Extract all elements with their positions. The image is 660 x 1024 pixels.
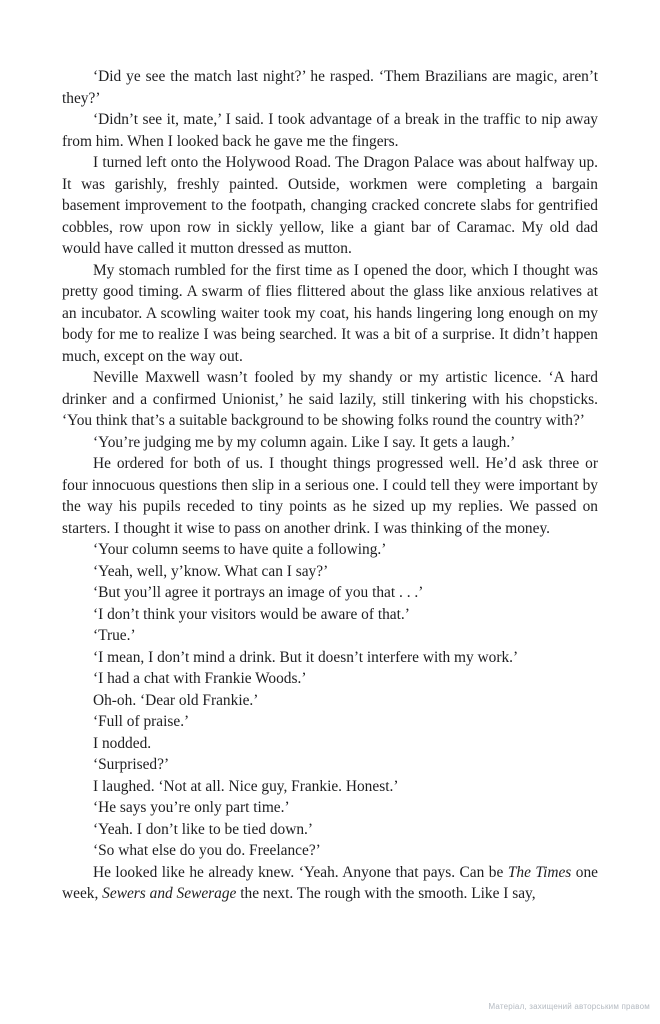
text-run: ‘Full of praise.’ [93,713,190,730]
text-run: My stomach rumbled for the first time as I opened the door, which I thought was pretty good timing. A swarm of flies flittered about the glass like anxious relatives at an incubator. A scowling waiter took my coat, his hands lingering long enough on my body for me to realize I was being searched. It was a bit of a surprise. It didn’t happen much, except on the way out. [62,261,598,365]
text-run: ‘So what else do you do. Freelance?’ [93,842,321,859]
text-run: ‘Did ye see the match last night?’ he rasped. ‘Them Brazilians are magic, aren’t they?’ [62,68,598,107]
paragraph [62,260,598,368]
text-run: ‘But you’ll agree it portrays an image of you that . . .’ [93,584,424,601]
text-run: ‘I had a chat with Frankie Woods.’ [93,670,307,687]
text-run: Neville Maxwell wasn’t fooled by my shandy or my artistic licence. ‘A hard drinker and a confirmed Unionist,’ he said lazily, still tinkering with his chopsticks. ‘You think that’s a suitable background to be showing folks round the country with?’ [62,369,598,429]
text-run: ‘I don’t think your visitors would be aware of that.’ [93,605,410,623]
paragraph [62,819,598,841]
paragraph [62,66,598,109]
text-run: ‘You’re judging me by my column again. Like I say. It gets a laugh.’ [93,433,516,451]
text-run: He ordered for both of us. I thought things progressed well. He’d ask three or four innocuous questions then slip in a serious one. I could tell they were important by the way his pupils receded to tiny points as he sized up my replies. We passed on starters. I thought it wise to pass on another drink. I was thinking of the money. [62,455,598,537]
paragraph [62,582,598,604]
text-run: ‘Yeah, well, y’know. What can I say?’ [93,562,329,580]
text-run: He looked like he already knew. ‘Yeah. Anyone that pays. Can be [93,863,508,881]
paragraph [62,754,598,776]
paragraph [62,647,598,669]
paragraph [62,604,598,626]
paragraph [62,625,598,647]
text-run: I turned left onto the Holywood Road. The Dragon Palace was about halfway up. It was garishly, freshly painted. Outside, workmen were completing a bargain basement improvement to the footpath, changing cracked concrete slabs for gentrified cobbles, row upon row in sickly yellow, like a giant bar of Caramac. My old dad would have called it mutton dressed as mutton. [62,154,598,257]
text-run: the next. The rough with the smooth. Like I say, [236,885,536,902]
text-run: Oh-oh. ‘Dear old Frankie.’ [93,691,259,709]
paragraph [62,432,598,454]
paragraph [62,711,598,733]
paragraph [62,862,598,905]
paragraph [62,733,598,755]
text-run: ‘I mean, I don’t mind a drink. But it doesn’t interfere with my work.’ [93,648,519,666]
text-run: ‘He says you’re only part time.’ [93,799,290,816]
text-run: one week, [62,863,598,902]
paragraph [62,152,598,260]
paragraph [62,776,598,798]
text-run: I nodded. [93,734,152,752]
paragraph [62,109,598,152]
paragraph [62,690,598,712]
paragraph [62,561,598,583]
italic-run: Sewers and Sewerage [102,885,237,902]
copyright-watermark: Матеріал, захищений авторським правом [488,1002,650,1011]
paragraph [62,367,598,432]
text-run: ‘Surprised?’ [93,756,170,773]
paragraph [62,539,598,561]
text-run: ‘Your column seems to have quite a following.’ [93,541,387,558]
paragraph [62,668,598,690]
paragraph [62,797,598,819]
italic-run: The Times [507,863,572,881]
paragraph [62,840,598,862]
text-run: I laughed. ‘Not at all. Nice guy, Frankie. Honest.’ [93,777,399,795]
text-run: ‘True.’ [93,627,136,644]
text-run: ‘Yeah. I don’t like to be tied down.’ [93,820,313,838]
text-run: ‘Didn’t see it, mate,’ I said. I took advantage of a break in the traffic to nip away from him. When I looked back he gave me the fingers. [62,111,598,150]
paragraph [62,453,598,539]
page-text [62,66,598,905]
